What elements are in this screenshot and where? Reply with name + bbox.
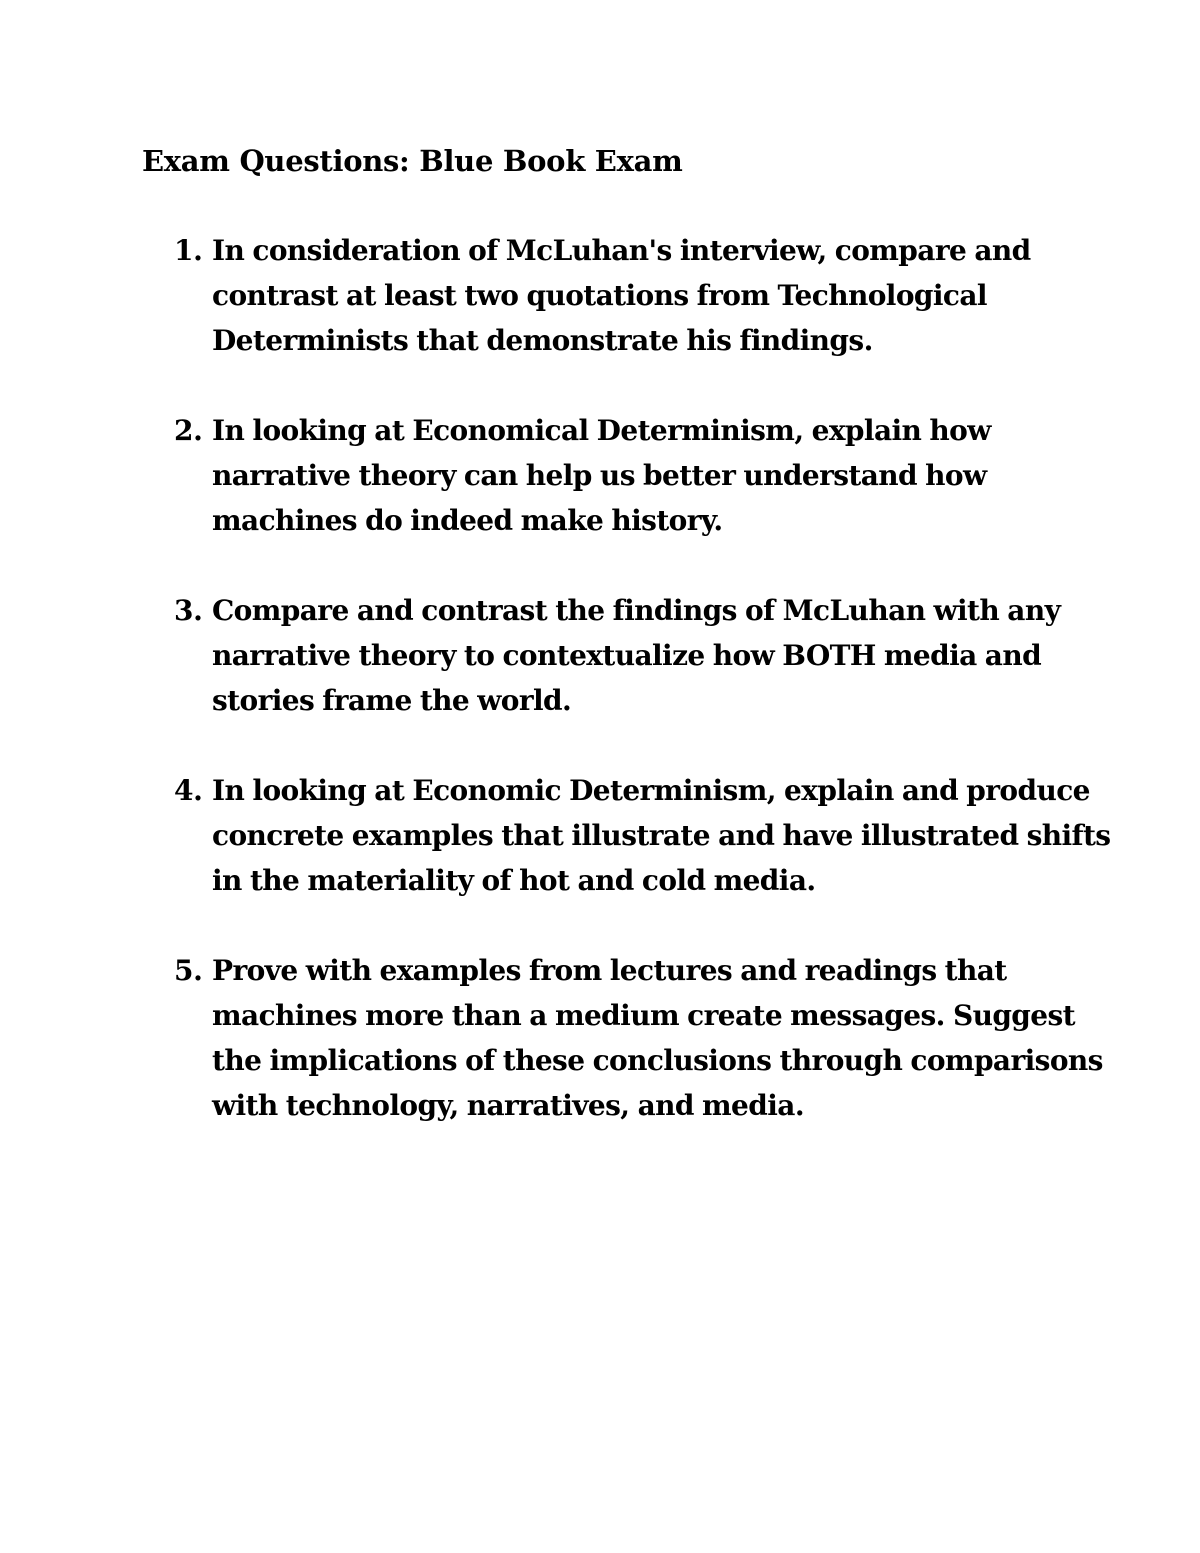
- question-text-line: the implications of these conclusions through comparisons: [212, 1044, 1103, 1077]
- question-text-line: concrete examples that illustrate and have illustrated shifts: [212, 819, 1111, 852]
- question-item-4: [0, 768, 1200, 903]
- question-text: [212, 948, 1103, 1128]
- document-title: Exam Questions: Blue Book Exam: [142, 144, 683, 178]
- question-number: 4.: [174, 774, 203, 807]
- question-item-2: [0, 408, 1200, 543]
- question-text-line: stories frame the world.: [212, 684, 572, 717]
- question-text-line: In looking at Economical Determinism, explain how: [212, 414, 991, 447]
- question-text-line: narrative theory can help us better understand how: [212, 459, 987, 492]
- question-number: 3.: [174, 594, 203, 627]
- question-text-line: Prove with examples from lectures and readings that: [212, 954, 1007, 987]
- question-item-3: [0, 588, 1200, 723]
- question-text-line: In consideration of McLuhan's interview, compare and: [212, 234, 1031, 267]
- question-text-line: In looking at Economic Determinism, explain and produce: [212, 774, 1090, 807]
- question-number: 2.: [174, 414, 203, 447]
- question-text-line: machines do indeed make history.: [212, 504, 723, 537]
- question-text: [212, 408, 1062, 543]
- question-text-line: with technology, narratives, and media.: [212, 1089, 804, 1122]
- question-item-1: [0, 228, 1200, 363]
- question-text: [212, 228, 1062, 363]
- question-number: 1.: [174, 234, 203, 267]
- question-text-line: Determinists that demonstrate his findings.: [212, 324, 873, 357]
- question-list: [0, 228, 1200, 1173]
- question-text-line: machines more than a medium create messages. Suggest: [212, 999, 1075, 1032]
- question-text-line: Compare and contrast the findings of McLuhan with any: [212, 594, 1061, 627]
- question-text: [212, 588, 1062, 723]
- question-text: [212, 768, 1111, 903]
- question-text-line: contrast at least two quotations from Technological: [212, 279, 987, 312]
- question-text-line: narrative theory to contextualize how BOTH media and: [212, 639, 1042, 672]
- question-text-line: in the materiality of hot and cold media.: [212, 864, 816, 897]
- question-item-5: [0, 948, 1200, 1128]
- question-number: 5.: [174, 954, 203, 987]
